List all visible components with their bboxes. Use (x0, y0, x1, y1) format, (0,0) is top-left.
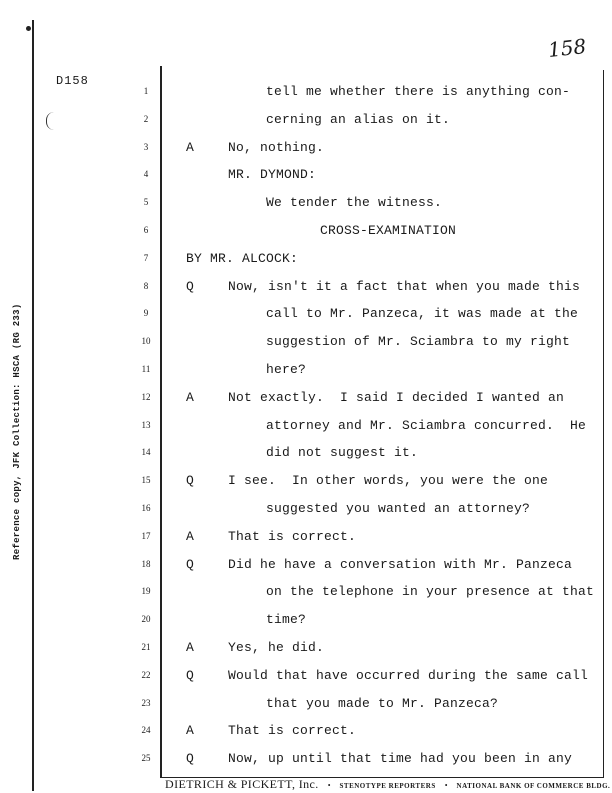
speaker-label: A (186, 723, 195, 738)
transcript-line: That is correct. (228, 529, 357, 544)
reference-stamp: Reference copy, JFK Collection: HSCA (RG 233) (12, 303, 22, 560)
transcript-line: We tender the witness. (266, 195, 443, 210)
line-number: 16 (141, 503, 151, 513)
line-number: 5 (143, 197, 149, 207)
line-number: 12 (141, 392, 151, 402)
line-number: 21 (141, 642, 151, 652)
transcript-line: MR. DYMOND: (228, 167, 317, 182)
transcript-line: on the telephone in your presence at that (266, 584, 595, 599)
transcript-line: here? (266, 362, 307, 377)
transcript-line: that you made to Mr. Panzeca? (266, 696, 499, 711)
transcript-line: did not suggest it. (266, 445, 419, 460)
line-number: 15 (141, 475, 151, 485)
punch-mark-icon (26, 26, 31, 31)
transcript-line: BY MR. ALCOCK: (186, 251, 299, 266)
line-number: 22 (141, 670, 151, 680)
footer-reporters: STENOTYPE REPORTERS (339, 782, 436, 790)
speaker-label: Q (186, 473, 195, 488)
line-number: 9 (143, 308, 149, 318)
line-number: 10 (141, 336, 151, 346)
line-number: 23 (141, 698, 151, 708)
right-margin-rule (603, 70, 604, 778)
line-number: 17 (141, 531, 151, 541)
transcript-line: Now, up until that time had you been in any (228, 751, 573, 766)
transcript-line: suggested you wanted an attorney? (266, 501, 531, 516)
transcript-line: Yes, he did. (228, 640, 325, 655)
transcript-line: suggestion of Mr. Sciambra to my right (266, 334, 571, 349)
transcript-line: No, nothing. (228, 140, 325, 155)
line-number: 1 (143, 86, 149, 96)
line-number: 2 (143, 114, 149, 124)
footer-separator: • (444, 781, 448, 790)
transcript-line: Not exactly. I said I decided I wanted an (228, 390, 565, 405)
line-number: 7 (143, 253, 149, 263)
line-number: 6 (143, 225, 149, 235)
footer-firm: DIETRICH & PICKETT, Inc. (165, 777, 319, 791)
transcript-line: time? (266, 612, 307, 627)
handwritten-page-number: 158 (546, 34, 588, 62)
transcript-line: CROSS-EXAMINATION (320, 223, 457, 238)
footer (165, 775, 610, 793)
speaker-label: Q (186, 668, 195, 683)
line-number: 24 (141, 725, 151, 735)
margin-mark-icon (46, 112, 57, 130)
footer-separator: • (327, 781, 331, 790)
line-number: 11 (141, 364, 151, 374)
transcript-line: I see. In other words, you were the one (228, 473, 549, 488)
transcript-line: That is correct. (228, 723, 357, 738)
speaker-label: Q (186, 279, 195, 294)
speaker-label: Q (186, 751, 195, 766)
page-id: D158 (56, 74, 89, 88)
line-number: 25 (141, 753, 151, 763)
transcript-line: Now, isn't it a fact that when you made this (228, 279, 581, 294)
transcript-line: call to Mr. Panzeca, it was made at the (266, 306, 579, 321)
line-number: 3 (143, 142, 149, 152)
speaker-label: A (186, 529, 195, 544)
line-number: 18 (141, 559, 151, 569)
footer-bank: NATIONAL BANK OF COMMERCE BLDG. (456, 782, 611, 790)
line-number: 19 (141, 586, 151, 596)
line-number: 8 (143, 281, 149, 291)
transcript-line: attorney and Mr. Sciambra concurred. He (266, 418, 587, 433)
speaker-label: Q (186, 557, 195, 572)
transcript-line: cerning an alias on it. (266, 112, 451, 127)
speaker-label: A (186, 140, 195, 155)
transcript-line: Did he have a conversation with Mr. Panzeca (228, 557, 573, 572)
transcript-line: Would that have occurred during the same call (228, 668, 589, 683)
speaker-label: A (186, 390, 195, 405)
line-number: 4 (143, 169, 149, 179)
line-number: 13 (141, 420, 151, 430)
line-number: 20 (141, 614, 151, 624)
speaker-label: A (186, 640, 195, 655)
transcript-line: tell me whether there is anything con- (266, 84, 571, 99)
line-number: 14 (141, 447, 151, 457)
left-margin-rule (32, 20, 34, 791)
